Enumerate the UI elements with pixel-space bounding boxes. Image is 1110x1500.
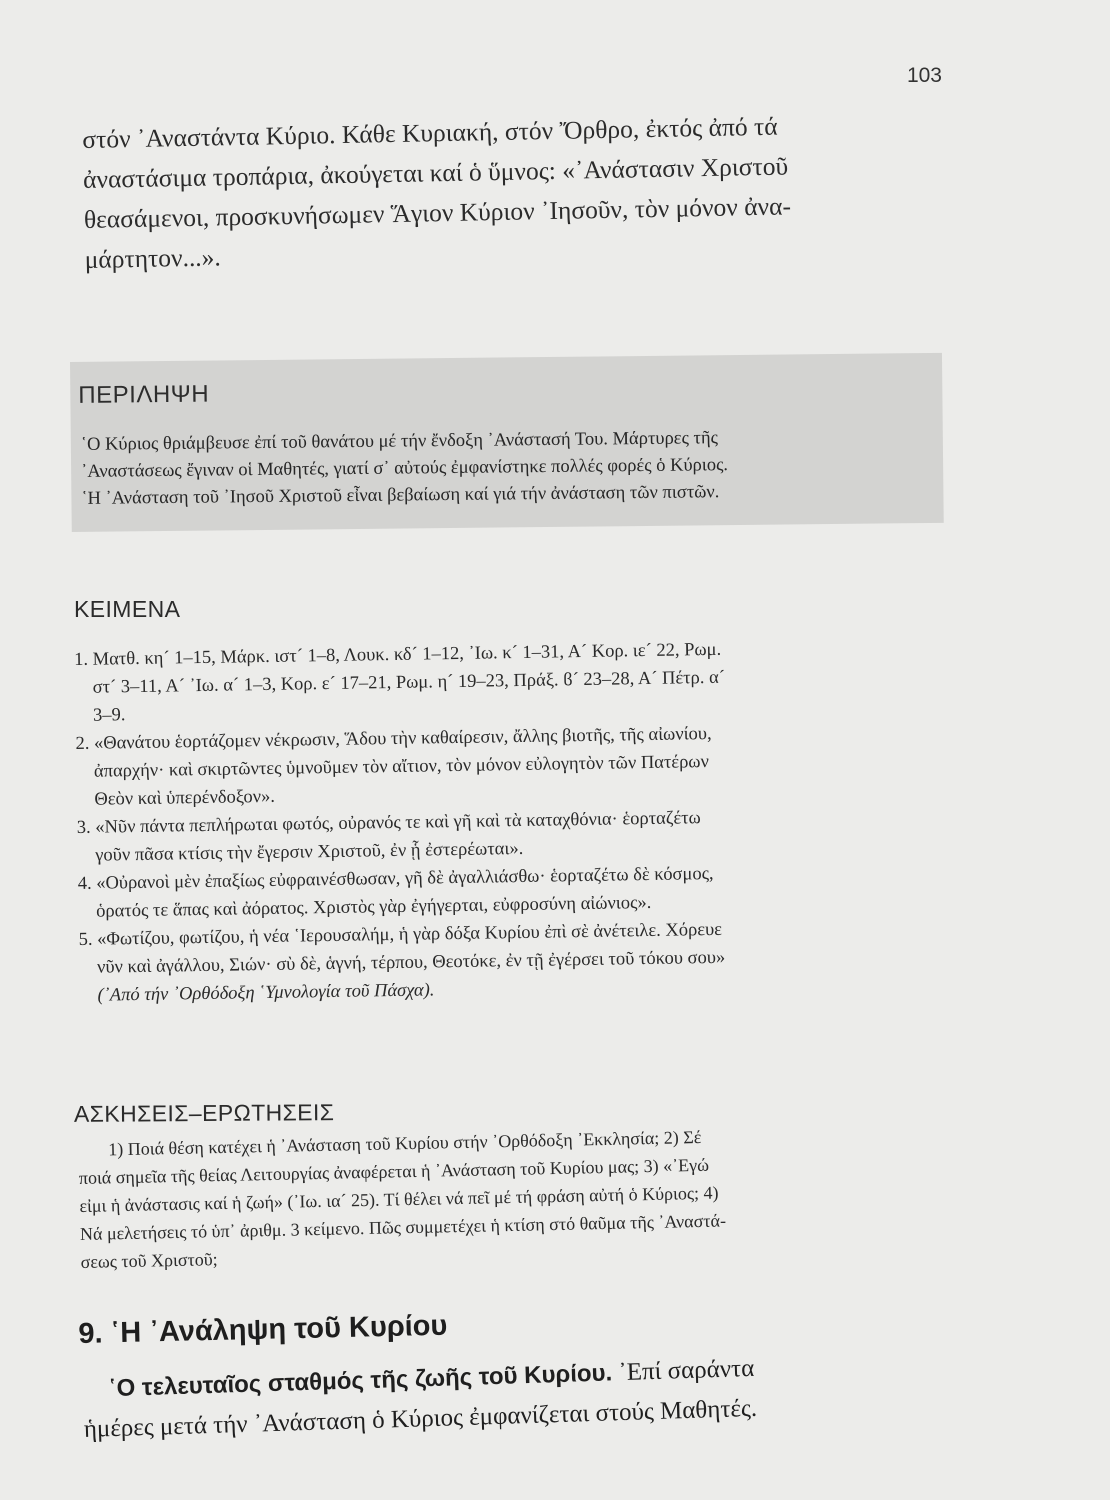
- text-line: 3. «Νῦν πάντα πεπλήρωται φωτός, οὐρανός τε καὶ γῆ καὶ τὰ καταχθόνια· ἑορταζέτω: [76, 808, 701, 838]
- source-citation: (᾿Από τήν ᾿Ορθόδοξη ῾Υμνολογία τοῦ Πάσχα).: [97, 980, 435, 1006]
- text-line: ῾Η ᾿Ανάσταση τοῦ ᾿Ιησοῦ Χριστοῦ εἶναι βεβαίωση καί γιά τήν ἀνάσταση τῶν πιστῶν.: [81, 482, 720, 509]
- text-line: 1. Ματθ. κη´ 1–15, Μάρκ. ιστ´ 1–8, Λουκ. κδ´ 1–12, ᾿Ιω. κ´ 1–31, Α´ Κορ. ιε´ 22, Ρωμ.: [74, 639, 722, 670]
- text-line: 4. «Οὐρανοὶ μὲν ἐπαξίως εὐφραινέσθωσαν, γῆ δὲ ἀγαλλιάσθω· ἑορταζέτω δὲ κόσμος,: [77, 863, 714, 894]
- exercises-heading: ΑΣΚΗΣΕΙΣ–ΕΡΩΤΗΣΕΙΣ: [73, 1099, 335, 1127]
- text-line: σεως τοῦ Χριστοῦ;: [80, 1249, 218, 1272]
- list-item: [75, 716, 956, 814]
- text-line: στόν ᾿Αναστάντα Κύριο. Κάθε Κυριακή, στόν Ὄρθρο, ἐκτός ἀπό τά: [82, 111, 778, 154]
- text-line: 5. «Φωτίζου, φωτίζου, ἡ νέα ῾Ιερουσαλήμ, ἡ γὰρ δόξα Κυρίου ἐπὶ σὲ ἀνέτειλε. Χόρευε: [78, 919, 723, 950]
- text-line: μάρτητον...».: [84, 242, 222, 274]
- texts-list: [74, 632, 960, 1010]
- text-line: 2. «Θανάτου ἑορτάζομεν νέκρωσιν, Ἅδου τὴν καθαίρεσιν, ἄλλης βιοτῆς, τῆς αἰωνίου,: [75, 723, 712, 754]
- chapter-title: 9. ῾Η ᾿Ανάληψη τοῦ Κυρίου: [78, 1309, 448, 1350]
- text-line: 3–9.: [92, 705, 126, 726]
- texts-heading: ΚΕΙΜΕΝΑ: [74, 596, 181, 622]
- text-line: 1) Ποιά θέση κατέχει ἡ ᾿Ανάσταση τοῦ Κυρίου στήν ᾿Ορθόδοξη ᾿Εκκλησία; 2) Σέ: [108, 1126, 702, 1160]
- text-line: νῦν καὶ ἀγάλλου, Σιών· σὺ δὲ, ἁγνή, τέρπου, Θεοτόκε, ἐν τῇ ἐγέρσει τοῦ τόκου σου»: [96, 947, 726, 978]
- page-number: 103: [906, 64, 942, 87]
- summary-box: [70, 353, 944, 532]
- text-line: θεασάμενοι, προσκυνήσωμεν Ἅγιον Κύριον ᾿Ιησοῦν, τὸν μόνον ἀνα-: [83, 191, 792, 234]
- text-line: Νά μελετήσεις τό ὑπ᾿ ἀριθμ. 3 κείμενο. Πῶς συμμετέχει ἡ κτίση στό θαῦμα τῆς ᾿Αναστά-: [79, 1210, 727, 1244]
- list-item: [74, 632, 955, 730]
- chapter-paragraph: [82, 1342, 964, 1450]
- text-line: ποιά σημεῖα τῆς θείας Λειτουργίας ἀναφέρεται ἡ ᾿Ανάσταση τοῦ Κυρίου μας; 3) «᾿Εγώ: [78, 1154, 710, 1188]
- text-line: Θεὸν καὶ ὑπερένδοξον».: [94, 786, 276, 810]
- chapter-lead-rest: ᾿Επί σαράντα: [611, 1354, 755, 1387]
- list-item: [78, 912, 959, 1010]
- summary-text: [81, 423, 944, 513]
- intro-paragraph: [82, 103, 965, 280]
- text-line: εἰμι ἡ ἀνάστασις καί ἡ ζωή» (᾿Ιω. ια´ 25). Τί θέλει νά πεῖ μέ τή φράση αὐτή ὁ Κύριος; 4): [79, 1182, 719, 1216]
- text-line: ῾Ο Κύριος θριάμβευσε ἐπί τοῦ θανάτου μέ τήν ἔνδοξη ᾿Ανάστασή Του. Μάρτυρες τῆς: [80, 428, 719, 455]
- exercises-paragraph: [78, 1118, 961, 1276]
- text-line: ἡμέρες μετά τήν ᾿Ανάσταση ὁ Κύριος ἐμφανίζεται στούς Μαθητές.: [83, 1394, 758, 1443]
- summary-heading: ΠΕΡΙΛΗΨΗ: [78, 380, 210, 409]
- text-line: ὁρατός τε ἅπας καὶ ἀόρατος. Χριστὸς γὰρ ἐγήγερται, εὐφροσύνη αἰώνιος».: [96, 892, 652, 922]
- text-line: ἀπαρχήν· καὶ σκιρτῶντες ὑμνοῦμεν τὸν αἴτιον, τὸν μόνον εὐλογητὸν τῶν Πατέρων: [93, 752, 710, 782]
- text-line: ἀναστάσιμα τροπάρια, ἀκούγεται καί ὁ ὕμνος: «᾿Ανάστασιν Χριστοῦ: [82, 151, 789, 194]
- text-line: στ´ 3–11, Α´ ᾿Ιω. α´ 1–3, Κορ. ε´ 17–21, Ρωμ. η´ 19–23, Πράξ. ϐ´ 23–28, Α´ Πέτρ. α´: [92, 667, 726, 698]
- text-line: ᾿Αναστάσεως ἔγιναν οἱ Μαθητές, γιατί σ᾿ αὐτούς ἐμφανίστηκε πολλές φορές ὁ Κύριος.: [81, 455, 729, 482]
- chapter-lead: ῾Ο τελευταῖος σταθμός τῆς ζωῆς τοῦ Κυρίου.: [108, 1359, 613, 1403]
- text-line: γοῦν πᾶσα κτίσις τὴν ἔγερσιν Χριστοῦ, ἐν ᾗ ἐστερέωται».: [95, 838, 524, 866]
